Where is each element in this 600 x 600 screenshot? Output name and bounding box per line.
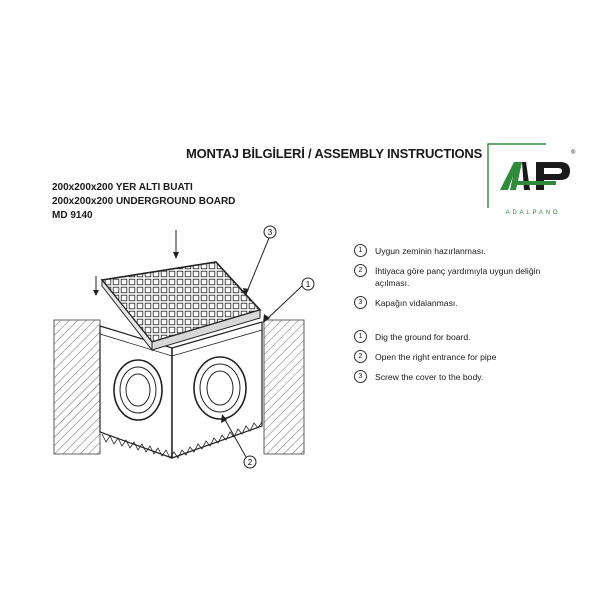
step-text: Open the right entrance for pipe	[375, 352, 497, 362]
steps-turkish	[354, 245, 565, 317]
product-code: MD 9140	[52, 210, 93, 221]
step-number: 1	[354, 330, 367, 343]
step-tr-1	[354, 245, 565, 257]
page-title: MONTAJ BİLGİLERİ / ASSEMBLY INSTRUCTIONS	[186, 146, 483, 161]
step-number: 3	[354, 296, 367, 309]
step-tr-3	[354, 297, 565, 309]
steps-english	[354, 331, 496, 391]
ground-left	[54, 320, 100, 454]
callout-1	[263, 278, 314, 323]
step-number: 2	[354, 350, 367, 363]
svg-text:1: 1	[305, 280, 311, 289]
step-text: Uygun zeminin hazırlanması.	[375, 246, 486, 256]
product-line-tr: 200x200x200 YER ALTI BUATI	[52, 182, 193, 193]
step-text: Dig the ground for board.	[375, 332, 471, 342]
assembly-drawing	[40, 222, 340, 477]
product-info	[52, 181, 235, 223]
box-front-right	[172, 322, 262, 458]
step-text: İhtiyaca göre panç yardımıyla uygun deliğin açılması.	[375, 266, 541, 288]
step-number: 1	[354, 244, 367, 257]
product-line-en: 200x200x200 UNDERGROUND BOARD	[52, 196, 236, 207]
logo-text: ADALPANO	[505, 210, 561, 216]
svg-text:3: 3	[267, 228, 273, 237]
step-tr-2	[354, 265, 565, 289]
step-en-1	[354, 331, 496, 343]
step-text: Kapağın vidalanması.	[375, 298, 458, 308]
callout-3	[243, 226, 276, 297]
step-en-2	[354, 351, 496, 363]
registered-mark: ®	[571, 150, 576, 156]
ground-right	[264, 320, 304, 454]
step-number: 3	[354, 370, 367, 383]
step-en-3	[354, 371, 496, 383]
adalpano-logo	[486, 142, 580, 220]
step-number: 2	[354, 264, 367, 277]
step-text: Screw the cover to the body.	[375, 372, 484, 382]
svg-text:2: 2	[247, 458, 253, 467]
